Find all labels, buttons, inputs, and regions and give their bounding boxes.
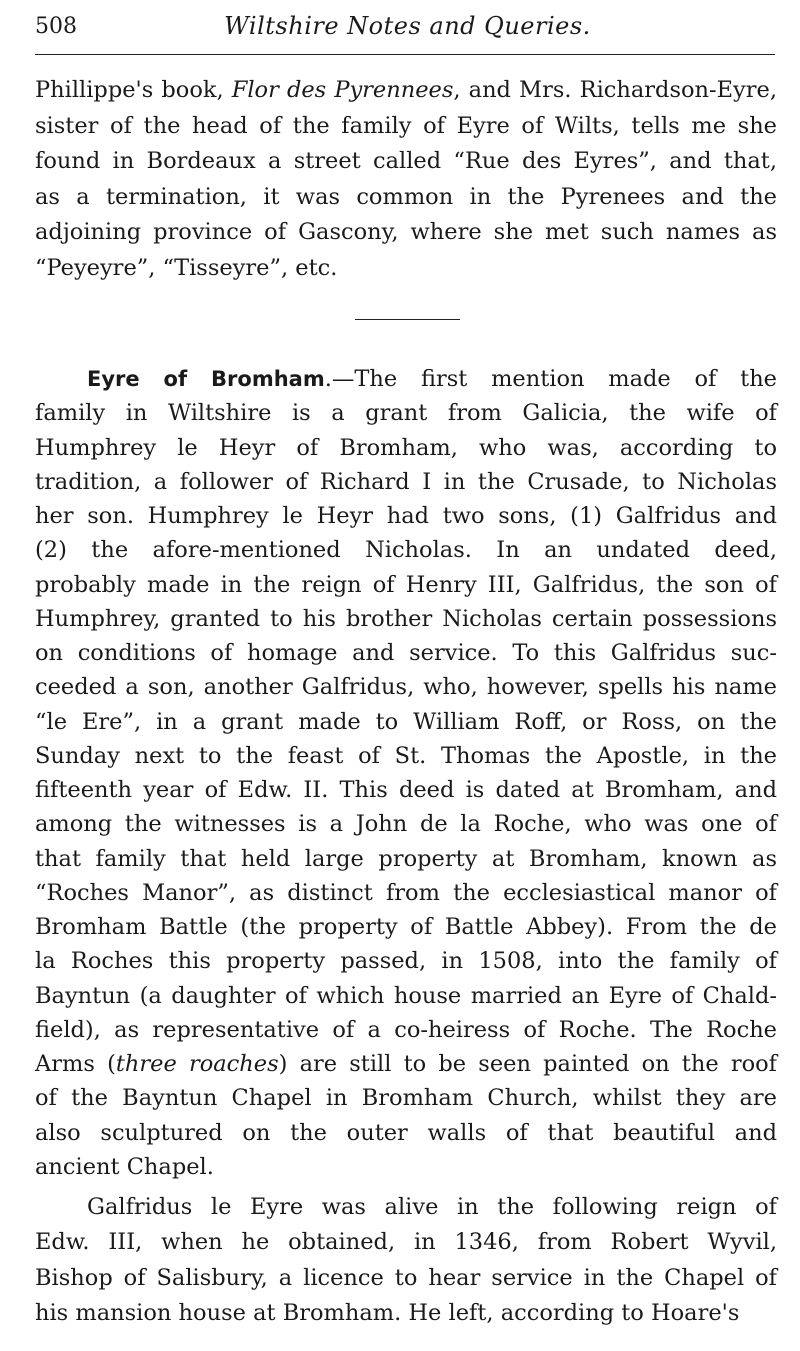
text-line: [35, 946, 777, 976]
text-segment: Edw. III, when he obtained, in 1346, from Robert Wyvil,: [35, 1229, 777, 1256]
text-segment: ancient Chapel.: [35, 1153, 214, 1180]
text-line: [35, 146, 777, 176]
text-segment: on conditions of homage and service. To this Galfridus suc-: [35, 640, 777, 666]
page-number: 508: [35, 14, 77, 39]
text-segment: probably made in the reign of Henry III, Galfridus, the son of: [35, 571, 777, 598]
text-segment: her son. Humphrey le Heyr had two sons, (1) Galfridus and: [35, 503, 777, 529]
text-line: [35, 707, 777, 737]
text-segment: Sunday next to the feast of St. Thomas the Apostle, in the: [35, 742, 777, 769]
text-line: [35, 981, 777, 1011]
text-segment: among the witnesses is a John de la Roche, who was one of: [35, 811, 777, 838]
text-line: [35, 878, 777, 908]
text-line: [35, 364, 777, 394]
section-heading: Eyre of Bromham: [87, 367, 325, 391]
text-line: [35, 809, 777, 839]
text-line: [35, 1263, 777, 1293]
text-segment: of the Bayntun Chapel in Bromham Church, whilst they are: [35, 1085, 777, 1112]
text-segment: tradition, a follower of Richard I in the Crusade, to Nicholas: [35, 468, 777, 495]
text-line: [35, 182, 777, 212]
text-segment: field), as representative of a co-heiress of Roche. The Roche: [35, 1016, 777, 1043]
text-line: [35, 1192, 777, 1222]
text-line: [35, 433, 777, 463]
text-line: [35, 398, 777, 428]
running-title: Wiltshire Notes and Queries.: [224, 12, 591, 40]
text-segment: Phillippe's book,: [35, 77, 232, 103]
text-segment: fifteenth year of Edw. II. This deed is dated at Bromham, and: [35, 777, 777, 803]
text-segment: also sculptured on the outer walls of that beautiful and: [35, 1119, 777, 1146]
text-line: [35, 1015, 777, 1045]
text-line: [35, 501, 777, 531]
text-line: [35, 672, 777, 702]
text-segment: Bishop of Salisbury, a licence to hear service in the Chapel of: [35, 1264, 777, 1291]
text-segment: “Roches Manor”, as distinct from the ecclesiastical manor of: [35, 879, 777, 906]
text-segment: sister of the head of the family of Eyre of Wilts, tells me she: [35, 112, 777, 139]
text-line: [35, 535, 777, 565]
text-line: [35, 1083, 777, 1113]
text-line: [35, 570, 777, 600]
text-segment: that family that held large property at Bromham, known as: [35, 845, 777, 872]
text-segment: Humphrey, granted to his brother Nicholas certain possessions: [35, 605, 777, 632]
page-header: [35, 10, 780, 46]
text-line: [35, 912, 777, 942]
text-segment: “le Ere”, in a grant made to William Roff, or Ross, on the: [35, 708, 777, 735]
text-segment: (2) the afore-mentioned Nicholas. In an undated deed,: [35, 537, 777, 564]
text-line: [35, 741, 777, 771]
text-segment: ) are still to be seen painted on the roof: [278, 1051, 778, 1077]
text-line: [35, 1118, 777, 1148]
text-line: [35, 217, 777, 247]
section-divider: [355, 319, 460, 320]
text-segment: adjoining province of Gascony, where she met such names as: [35, 219, 777, 245]
text-segment: ceeded a son, another Galfridus, who, however, spells his name: [35, 674, 777, 701]
text-segment: Bromham Battle (the property of Battle Abbey). From the de: [35, 914, 777, 940]
text-segment: his mansion house at Bromham. He left, according to Hoare's: [35, 1299, 740, 1326]
italic-text: three roaches: [115, 1051, 279, 1077]
text-segment: Bayntun (a daughter of which house married an Eyre of Chald-: [35, 982, 777, 1009]
text-line: [35, 844, 777, 874]
text-segment: Humphrey le Heyr of Bromham, who was, according to: [35, 434, 777, 461]
text-line: [35, 467, 777, 497]
text-segment: Arms (: [35, 1051, 116, 1077]
text-line: [35, 1049, 777, 1079]
text-segment: .—The first mention made of the: [324, 366, 777, 392]
text-segment: , and Mrs. Richardson-Eyre,: [453, 77, 777, 103]
text-segment: as a termination, it was common in the Pyrenees and the: [35, 183, 777, 210]
text-line: [35, 1298, 777, 1328]
header-rule: [35, 54, 775, 55]
text-segment: Galfridus le Eyre was alive in the following reign of: [87, 1194, 777, 1220]
text-segment: found in Bordeaux a street called “Rue des Eyres”, and that,: [35, 148, 777, 174]
text-line: [35, 75, 777, 105]
text-line: [35, 604, 777, 634]
text-line: [35, 1227, 777, 1257]
text-segment: “Peyeyre”, “Tisseyre”, etc.: [35, 254, 338, 281]
text-line: [35, 775, 777, 805]
text-line: [35, 638, 777, 668]
text-line: [35, 253, 777, 283]
text-line: [35, 111, 777, 141]
italic-text: Flor des Pyrennees: [231, 77, 454, 103]
text-segment: la Roches this property passed, in 1508, into the family of: [35, 948, 777, 975]
text-segment: family in Wiltshire is a grant from Galicia, the wife of: [35, 400, 777, 427]
text-line: [35, 1152, 777, 1182]
